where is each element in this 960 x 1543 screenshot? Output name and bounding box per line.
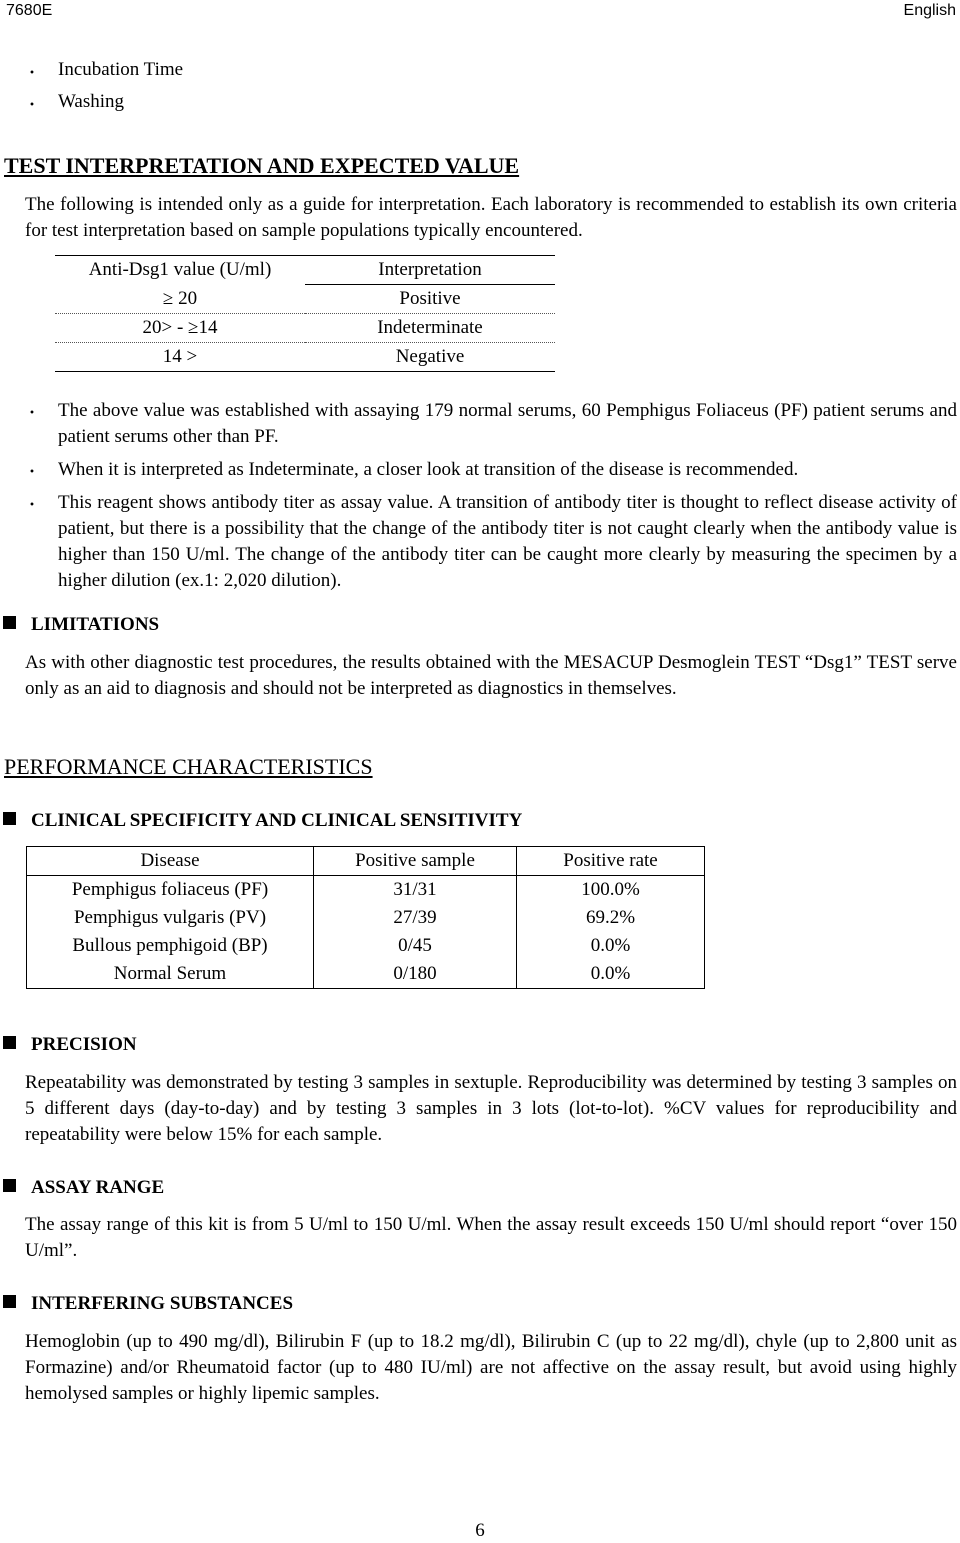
section-title-test-interpretation: TEST INTERPRETATION AND EXPECTED VALUE — [4, 153, 520, 178]
table-row — [55, 314, 555, 343]
sample-cell: 27/39 — [314, 904, 517, 932]
step-item: Incubation Time — [58, 59, 184, 80]
square-bullet-icon — [3, 812, 16, 825]
rate-cell: 0.0% — [517, 960, 705, 989]
interpretation-cell: Indeterminate — [305, 314, 555, 343]
interpretation-note: This reagent shows antibody titer as assay value. A transition of antibody titer is thought to reflect disease activity of patient, but there is a possibility that the change of the antibody titer is not caught clearly when the antibody value is higher than 150 U/ml. The change of the antibody titer can be caught more clearly by measuring the specimen by a higher dilution (ex.1: 2,020 dilution). — [58, 492, 957, 591]
page-number: 6 — [475, 1520, 485, 1541]
disease-cell: Bullous pemphigoid (BP) — [27, 932, 314, 960]
bullet-icon: ・ — [24, 464, 41, 481]
interpretation-cell: Positive — [305, 285, 555, 314]
assay-range-title: ASSAY RANGE — [31, 1177, 165, 1198]
table-header-row — [55, 256, 555, 285]
limitations-heading — [3, 614, 159, 636]
language-label: English — [903, 2, 956, 19]
bullet-icon: ・ — [24, 97, 41, 114]
table-row — [27, 932, 705, 960]
square-bullet-icon — [3, 616, 16, 629]
interpretation-intro: The following is intended only as a guide for interpretation. Each laboratory is recommended to establish its own criteria for test interpretation based on sample populations typically encountered. — [25, 194, 957, 241]
sample-cell: 31/31 — [314, 876, 517, 905]
rate-cell: 69.2% — [517, 904, 705, 932]
header-cell: Positive rate — [517, 847, 705, 876]
interpretation-cell: Negative — [305, 343, 555, 372]
table-row — [55, 285, 555, 314]
header-cell: Disease — [27, 847, 314, 876]
interfering-title: INTERFERING SUBSTANCES — [31, 1293, 294, 1314]
disease-cell: Pemphigus vulgaris (PV) — [27, 904, 314, 932]
interpretation-note: The above value was established with assaying 179 normal serums, 60 Pemphigus Foliaceus (PF) patient serums and patient serums other than PF. — [58, 400, 957, 447]
table-row — [55, 343, 555, 372]
disease-cell: Normal Serum — [27, 960, 314, 989]
bullet-icon: ・ — [24, 65, 41, 82]
assay-range-heading — [3, 1177, 164, 1199]
section-title-performance: PERFORMANCE CHARACTERISTICS — [4, 754, 373, 779]
header-cell: Positive sample — [314, 847, 517, 876]
document-code: 7680E — [6, 2, 53, 19]
header-cell: Interpretation — [305, 256, 555, 285]
precision-title: PRECISION — [31, 1034, 137, 1055]
assay-range-text: The assay range of this kit is from 5 U/ml to 150 U/ml. When the assay result exceeds 150 U/ml should report “over 150 U/ml”. — [25, 1214, 957, 1261]
clinical-title: CLINICAL SPECIFICITY AND CLINICAL SENSITIVITY — [31, 810, 523, 831]
page-header — [0, 0, 960, 24]
rate-cell: 100.0% — [517, 876, 705, 905]
interpretation-table — [55, 255, 555, 372]
interfering-heading — [3, 1293, 293, 1315]
square-bullet-icon — [3, 1036, 16, 1049]
table-row — [27, 904, 705, 932]
bullet-icon: ・ — [24, 497, 41, 514]
sample-cell: 0/45 — [314, 932, 517, 960]
precision-text: Repeatability was demonstrated by testing 3 samples in sextuple. Reproducibility was determined by testing 3 samples on 5 different days (day-to-day) and by testing 3 samples in 3 lots (lot-to-lot). %CV values for reproducibility and repeatability were below 15% for each sample. — [25, 1072, 957, 1145]
precision-heading — [3, 1034, 137, 1056]
table-header-row — [27, 847, 705, 876]
disease-cell: Pemphigus foliaceus (PF) — [27, 876, 314, 905]
interfering-text: Hemoglobin (up to 490 mg/dl), Bilirubin F (up to 18.2 mg/dl), Bilirubin C (up to 22 mg/dl), chyle (up to 2,800 unit as Formazine) and/or Rheumatoid factor (up to 480 IU/ml) are not affective on the assay result, but avoid using highly hemolysed samples or highly lipemic samples. — [25, 1331, 957, 1404]
square-bullet-icon — [3, 1179, 16, 1192]
bullet-icon: ・ — [24, 405, 41, 422]
limitations-text: As with other diagnostic test procedures, the results obtained with the MESACUP Desmoglein TEST “Dsg1” TEST serve only as an aid to diagnosis and should not be interpreted as diagnostics in themselves. — [25, 652, 957, 699]
step-item: Washing — [58, 91, 125, 112]
table-row — [27, 960, 705, 989]
interpretation-note: When it is interpreted as Indeterminate, a closer look at transition of the disease is recommended. — [58, 459, 799, 480]
rate-cell: 0.0% — [517, 932, 705, 960]
clinical-heading — [3, 810, 522, 832]
header-cell: Anti-Dsg1 value (U/ml) — [55, 256, 305, 285]
value-cell: 14 > — [55, 343, 305, 372]
value-cell: ≥ 20 — [162, 287, 198, 309]
clinical-table — [26, 846, 705, 989]
square-bullet-icon — [3, 1295, 16, 1308]
value-cell: 20> - ≥14 — [55, 314, 305, 343]
limitations-title: LIMITATIONS — [31, 614, 160, 635]
sample-cell: 0/180 — [314, 960, 517, 989]
table-row — [27, 876, 705, 905]
